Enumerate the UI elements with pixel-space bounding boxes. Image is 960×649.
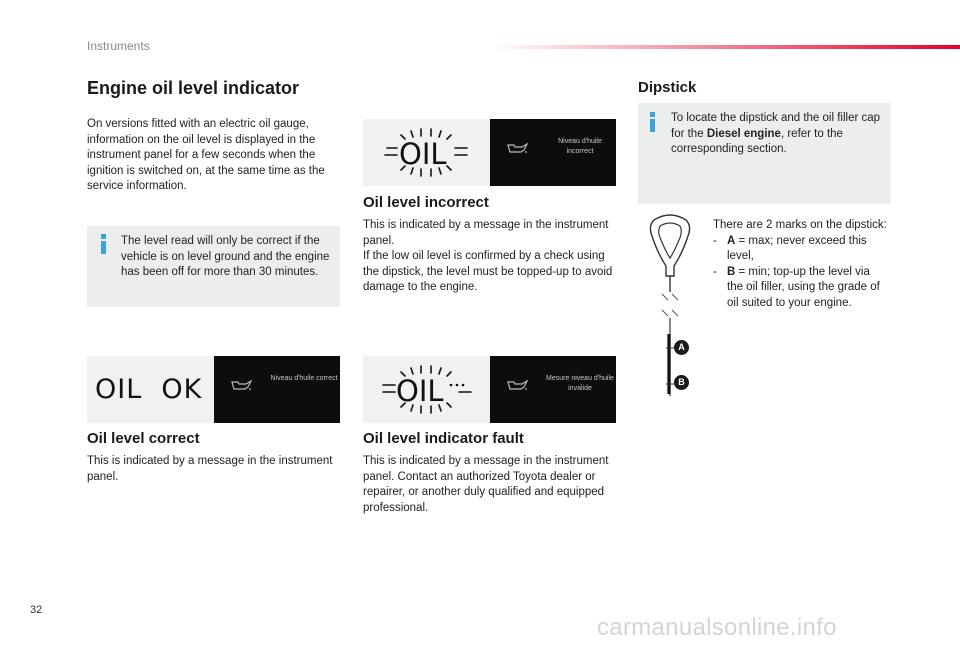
oil-fault-display-right — [490, 356, 616, 423]
watermark-text: carmanualsonline.info — [597, 614, 837, 641]
oil-ok-display — [87, 356, 340, 423]
oil-fault-display — [363, 356, 616, 423]
oil-incorrect-display-message: Niveau d'huile incorrect — [558, 138, 602, 155]
oil-fault-display-left — [363, 356, 490, 423]
dipstick-marks-intro: There are 2 marks on the dipstick: — [713, 219, 887, 231]
oil-incorrect-display-text: OIL — [399, 137, 447, 171]
page-title: Engine oil level indicator — [87, 78, 300, 98]
dipstick-note-box — [638, 103, 891, 204]
oil-ok-display-message: Niveau d'huile correct — [270, 375, 338, 382]
info-icon — [101, 234, 106, 254]
page-number: 32 — [30, 604, 43, 616]
oil-can-icon — [506, 378, 528, 392]
oil-ok-display-right — [214, 356, 340, 423]
info-icon — [650, 112, 655, 132]
mark-a-badge: A — [674, 340, 689, 355]
intro-paragraph: On versions fitted with an electric oil gauge, information on the oil level is displayed in the instrument panel for a few seconds when the ignition is switched on, at the same time as the service information. — [87, 118, 325, 192]
oil-can-icon — [506, 141, 528, 155]
oil-incorrect-heading: Oil level incorrect — [363, 194, 489, 211]
level-note-box — [87, 226, 340, 307]
header-accent-line — [490, 45, 960, 49]
mark-b-badge: B — [674, 375, 689, 390]
oil-can-icon — [230, 378, 252, 392]
oil-ok-display-left — [87, 356, 214, 423]
dipstick-heading: Dipstick — [638, 79, 697, 96]
oil-incorrect-display — [363, 119, 616, 186]
oil-incorrect-text-2: If the low oil level is confirmed by a check using the dipstick, the level must be topped-up to avoid damage to the engine. — [363, 250, 613, 293]
oil-fault-display-text: OIL — [396, 374, 444, 408]
oil-incorrect-text-1: This is indicated by a message in the instrument panel. — [363, 219, 609, 247]
dipstick-illustration — [640, 214, 700, 400]
oil-fault-heading: Oil level indicator fault — [363, 430, 524, 447]
oil-incorrect-display-right — [490, 119, 616, 186]
oil-fault-text: This is indicated by a message in the instrument panel. Contact an authorized Toyota dealer or repairer, or another duly qualified and equipped professional. — [363, 455, 609, 514]
dipstick-marks-block — [713, 218, 888, 311]
mark-b-item: - B = min; top-up the level via the oil filler, using the grade of oil suited to your engine. — [713, 265, 880, 309]
oil-ok-display-text: OIL OK — [95, 374, 203, 405]
mark-a-item: - A = max; never exceed this level, — [713, 234, 867, 262]
oil-correct-text: This is indicated by a message in the instrument panel. — [87, 455, 333, 483]
section-label: Instruments — [87, 39, 150, 53]
level-note-text: The level read will only be correct if the vehicle is on level ground and the engine has been off for more than 30 minutes. — [121, 235, 330, 278]
dipstick-note-text: To locate the dipstick and the oil filler cap for the Diesel engine, refer to the corresponding section. — [671, 112, 881, 155]
oil-fault-display-message: Mesure niveau d'huile invalide — [546, 375, 614, 392]
oil-incorrect-display-left — [363, 119, 490, 186]
oil-correct-heading: Oil level correct — [87, 430, 200, 447]
